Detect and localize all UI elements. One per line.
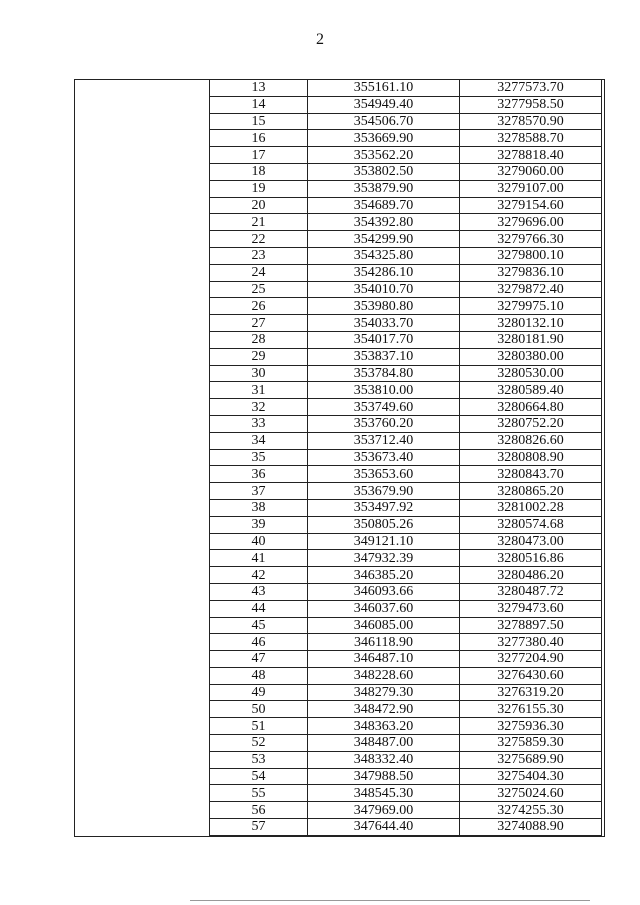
point-number-cell: 29 [210, 348, 308, 365]
x-coordinate-cell: 353673.40 [308, 449, 460, 466]
page-number: 2 [316, 31, 324, 48]
table-row [210, 147, 602, 164]
y-coordinate-cell: 3279975.10 [460, 298, 602, 315]
table-row [210, 382, 602, 399]
y-coordinate-cell: 3280752.20 [460, 415, 602, 432]
table-row [210, 600, 602, 617]
point-number-cell: 37 [210, 483, 308, 500]
x-coordinate-cell: 353749.60 [308, 399, 460, 416]
table-row [210, 399, 602, 416]
x-coordinate-cell: 353879.90 [308, 180, 460, 197]
table-row [210, 718, 602, 735]
table-row [210, 113, 602, 130]
y-coordinate-cell: 3277204.90 [460, 651, 602, 668]
y-coordinate-cell: 3274088.90 [460, 819, 602, 836]
point-number-cell: 51 [210, 718, 308, 735]
y-coordinate-cell: 3279060.00 [460, 163, 602, 180]
y-coordinate-cell: 3280516.86 [460, 550, 602, 567]
y-coordinate-cell: 3280574.68 [460, 516, 602, 533]
y-coordinate-cell: 3275404.30 [460, 768, 602, 785]
y-coordinate-cell: 3279473.60 [460, 600, 602, 617]
point-number-cell: 33 [210, 415, 308, 432]
x-coordinate-cell: 346487.10 [308, 651, 460, 668]
x-coordinate-cell: 354299.90 [308, 231, 460, 248]
x-coordinate-cell: 354392.80 [308, 214, 460, 231]
point-number-cell: 21 [210, 214, 308, 231]
x-coordinate-cell: 354033.70 [308, 315, 460, 332]
point-number-cell: 47 [210, 651, 308, 668]
y-coordinate-cell: 3276155.30 [460, 701, 602, 718]
point-number-cell: 17 [210, 147, 308, 164]
y-coordinate-cell: 3280132.10 [460, 315, 602, 332]
point-number-cell: 52 [210, 735, 308, 752]
x-coordinate-cell: 348545.30 [308, 785, 460, 802]
x-coordinate-cell: 346093.66 [308, 583, 460, 600]
table-row [210, 298, 602, 315]
table-row [210, 735, 602, 752]
x-coordinate-cell: 353497.92 [308, 499, 460, 516]
point-number-cell: 34 [210, 432, 308, 449]
y-coordinate-cell: 3276319.20 [460, 684, 602, 701]
x-coordinate-cell: 349121.10 [308, 533, 460, 550]
table-row [210, 247, 602, 264]
y-coordinate-cell: 3279836.10 [460, 264, 602, 281]
table-row [210, 80, 602, 97]
point-number-cell: 56 [210, 802, 308, 819]
x-coordinate-cell: 347644.40 [308, 819, 460, 836]
y-coordinate-cell: 3279872.40 [460, 281, 602, 298]
left-merged-cell [74, 79, 209, 837]
x-coordinate-cell: 346385.20 [308, 567, 460, 584]
y-coordinate-cell: 3280843.70 [460, 466, 602, 483]
table-row [210, 701, 602, 718]
point-number-cell: 25 [210, 281, 308, 298]
point-number-cell: 41 [210, 550, 308, 567]
point-number-cell: 15 [210, 113, 308, 130]
y-coordinate-cell: 3275024.60 [460, 785, 602, 802]
x-coordinate-cell: 354949.40 [308, 96, 460, 113]
table-row [210, 214, 602, 231]
x-coordinate-cell: 353802.50 [308, 163, 460, 180]
table-row [210, 533, 602, 550]
table-row [210, 281, 602, 298]
y-coordinate-cell: 3280181.90 [460, 331, 602, 348]
x-coordinate-cell: 353784.80 [308, 365, 460, 382]
table-row [210, 499, 602, 516]
y-coordinate-cell: 3277380.40 [460, 634, 602, 651]
y-coordinate-cell: 3281002.28 [460, 499, 602, 516]
y-coordinate-cell: 3280589.40 [460, 382, 602, 399]
y-coordinate-cell: 3278588.70 [460, 130, 602, 147]
point-number-cell: 22 [210, 231, 308, 248]
table-row [210, 315, 602, 332]
table-row [210, 483, 602, 500]
table-row [210, 163, 602, 180]
table-row [210, 583, 602, 600]
y-coordinate-cell: 3276430.60 [460, 667, 602, 684]
point-number-cell: 43 [210, 583, 308, 600]
x-coordinate-cell: 353562.20 [308, 147, 460, 164]
y-coordinate-cell: 3275936.30 [460, 718, 602, 735]
x-coordinate-cell: 346118.90 [308, 634, 460, 651]
x-coordinate-cell: 348472.90 [308, 701, 460, 718]
table-row [210, 516, 602, 533]
table-row [210, 180, 602, 197]
x-coordinate-cell: 353679.90 [308, 483, 460, 500]
y-coordinate-cell: 3280865.20 [460, 483, 602, 500]
point-number-cell: 48 [210, 667, 308, 684]
y-coordinate-cell: 3280664.80 [460, 399, 602, 416]
x-coordinate-cell: 347932.39 [308, 550, 460, 567]
table-row [210, 802, 602, 819]
x-coordinate-cell: 353980.80 [308, 298, 460, 315]
y-coordinate-cell: 3277573.70 [460, 80, 602, 97]
point-number-cell: 44 [210, 600, 308, 617]
table-row [210, 651, 602, 668]
table-row [210, 751, 602, 768]
table-row [210, 331, 602, 348]
point-number-cell: 13 [210, 80, 308, 97]
x-coordinate-cell: 354325.80 [308, 247, 460, 264]
point-number-cell: 45 [210, 617, 308, 634]
x-coordinate-cell: 348332.40 [308, 751, 460, 768]
y-coordinate-cell: 3280486.20 [460, 567, 602, 584]
point-number-cell: 16 [210, 130, 308, 147]
y-coordinate-cell: 3275689.90 [460, 751, 602, 768]
point-number-cell: 36 [210, 466, 308, 483]
y-coordinate-cell: 3278818.40 [460, 147, 602, 164]
y-coordinate-cell: 3275859.30 [460, 735, 602, 752]
coordinates-table [209, 79, 602, 836]
table-row [210, 768, 602, 785]
table-row [210, 130, 602, 147]
x-coordinate-cell: 348487.00 [308, 735, 460, 752]
y-coordinate-cell: 3278897.50 [460, 617, 602, 634]
point-number-cell: 35 [210, 449, 308, 466]
y-coordinate-cell: 3280530.00 [460, 365, 602, 382]
point-number-cell: 28 [210, 331, 308, 348]
x-coordinate-cell: 354689.70 [308, 197, 460, 214]
x-coordinate-cell: 353837.10 [308, 348, 460, 365]
point-number-cell: 14 [210, 96, 308, 113]
point-number-cell: 54 [210, 768, 308, 785]
x-coordinate-cell: 346037.60 [308, 600, 460, 617]
table-row [210, 684, 602, 701]
x-coordinate-cell: 354506.70 [308, 113, 460, 130]
table-row [210, 449, 602, 466]
y-coordinate-cell: 3280808.90 [460, 449, 602, 466]
table-row [210, 348, 602, 365]
x-coordinate-cell: 355161.10 [308, 80, 460, 97]
y-coordinate-cell: 3279107.00 [460, 180, 602, 197]
point-number-cell: 20 [210, 197, 308, 214]
x-coordinate-cell: 348228.60 [308, 667, 460, 684]
table-row [210, 550, 602, 567]
y-coordinate-cell: 3279154.60 [460, 197, 602, 214]
table-row [210, 264, 602, 281]
y-coordinate-cell: 3278570.90 [460, 113, 602, 130]
point-number-cell: 53 [210, 751, 308, 768]
y-coordinate-cell: 3280487.72 [460, 583, 602, 600]
y-coordinate-cell: 3279766.30 [460, 231, 602, 248]
point-number-cell: 32 [210, 399, 308, 416]
x-coordinate-cell: 346085.00 [308, 617, 460, 634]
point-number-cell: 30 [210, 365, 308, 382]
table-row [210, 415, 602, 432]
x-coordinate-cell: 350805.26 [308, 516, 460, 533]
x-coordinate-cell: 354017.70 [308, 331, 460, 348]
x-coordinate-cell: 353712.40 [308, 432, 460, 449]
x-coordinate-cell: 353669.90 [308, 130, 460, 147]
point-number-cell: 27 [210, 315, 308, 332]
point-number-cell: 42 [210, 567, 308, 584]
table-row [210, 365, 602, 382]
table-row [210, 567, 602, 584]
x-coordinate-cell: 348279.30 [308, 684, 460, 701]
point-number-cell: 46 [210, 634, 308, 651]
point-number-cell: 23 [210, 247, 308, 264]
y-coordinate-cell: 3280473.00 [460, 533, 602, 550]
x-coordinate-cell: 347969.00 [308, 802, 460, 819]
x-coordinate-cell: 353810.00 [308, 382, 460, 399]
table-row [210, 617, 602, 634]
point-number-cell: 26 [210, 298, 308, 315]
y-coordinate-cell: 3274255.30 [460, 802, 602, 819]
x-coordinate-cell: 347988.50 [308, 768, 460, 785]
table-row [210, 785, 602, 802]
coordinates-table-body [210, 80, 602, 836]
y-coordinate-cell: 3280826.60 [460, 432, 602, 449]
table-row [210, 634, 602, 651]
table-row [210, 231, 602, 248]
table-row [210, 197, 602, 214]
x-coordinate-cell: 353653.60 [308, 466, 460, 483]
point-number-cell: 18 [210, 163, 308, 180]
x-coordinate-cell: 348363.20 [308, 718, 460, 735]
point-number-cell: 40 [210, 533, 308, 550]
table-row [210, 667, 602, 684]
x-coordinate-cell: 354286.10 [308, 264, 460, 281]
table-row [210, 466, 602, 483]
bottom-divider [190, 900, 590, 901]
point-number-cell: 49 [210, 684, 308, 701]
y-coordinate-cell: 3277958.50 [460, 96, 602, 113]
x-coordinate-cell: 353760.20 [308, 415, 460, 432]
point-number-cell: 50 [210, 701, 308, 718]
point-number-cell: 19 [210, 180, 308, 197]
y-coordinate-cell: 3279696.00 [460, 214, 602, 231]
table-row [210, 96, 602, 113]
point-number-cell: 24 [210, 264, 308, 281]
point-number-cell: 31 [210, 382, 308, 399]
x-coordinate-cell: 354010.70 [308, 281, 460, 298]
table-row [210, 432, 602, 449]
point-number-cell: 55 [210, 785, 308, 802]
y-coordinate-cell: 3279800.10 [460, 247, 602, 264]
point-number-cell: 57 [210, 819, 308, 836]
y-coordinate-cell: 3280380.00 [460, 348, 602, 365]
table-row [210, 819, 602, 836]
point-number-cell: 39 [210, 516, 308, 533]
point-number-cell: 38 [210, 499, 308, 516]
